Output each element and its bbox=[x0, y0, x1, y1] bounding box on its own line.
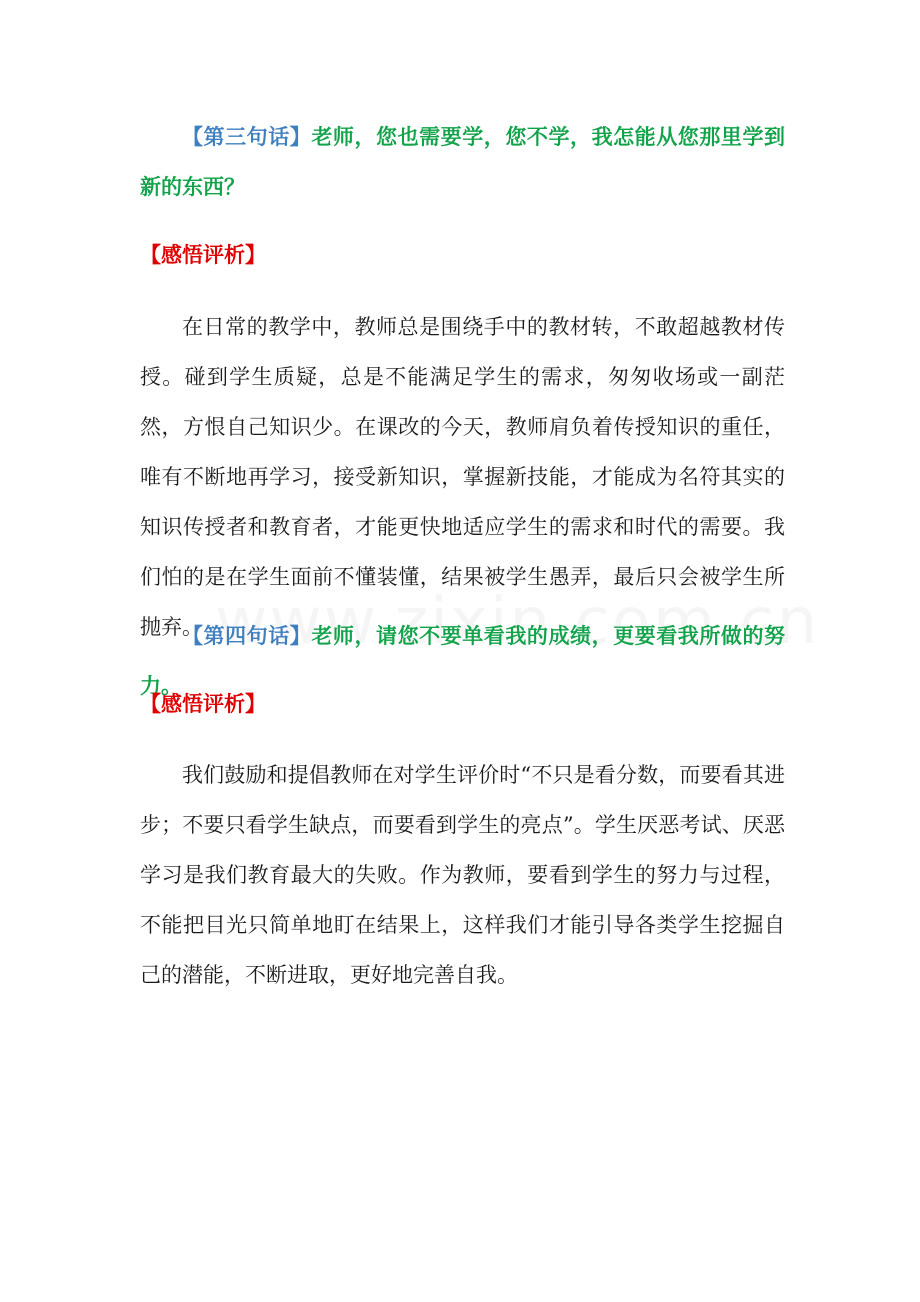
section-3-tag: 【第三句话】 bbox=[182, 124, 312, 149]
section-3-heading bbox=[140, 112, 785, 212]
section-3-sentence: 老师，您也需要学，您不学，我怎能从您那里学到新的东西？ bbox=[140, 124, 786, 199]
section-3-analysis-label: 【感悟评析】 bbox=[140, 242, 266, 267]
section-4-analysis: 我们鼓励和提倡教师在对学生评价时“不只是看分数，而要看其进步；不要只看学生缺点，而要看到学生的亮点”。学生厌恶考试、厌恶学习是我们教育最大的失败。作为教师，要看到学生的努力与过程，不能把目光只简单地盯在结果上，这样我们才能引导各类学生挖掘自己的潜能，不断进取，更好地完善自我。 bbox=[140, 763, 785, 987]
section-3-analysis: 在日常的教学中，教师总是围绕手中的教材转，不敢超越教材传授。碰到学生质疑，总是不能满足学生的需求，匆匆收场或一副茫然，方恨自己知识少。在课改的今天，教师肩负着传授知识的重任，唯有不断地再学习，接受新知识，掌握新技能，才能成为名符其实的知识传授者和教育者，才能更快地适应学生的需求和时代的需要。我们怕的是在学生面前不懂装懂，结果被学生愚弄，最后只会被学生所抛弃。 bbox=[140, 315, 785, 639]
section-3-analysis-label-line bbox=[140, 230, 785, 280]
section-4-sentence: 老师，请您不要单看我的成绩，更要看我所做的努力。 bbox=[140, 623, 786, 698]
section-4-analysis-label: 【感悟评析】 bbox=[140, 691, 266, 716]
section-4-analysis-label-line bbox=[140, 679, 785, 729]
section-4-tag: 【第四句话】 bbox=[182, 623, 312, 648]
